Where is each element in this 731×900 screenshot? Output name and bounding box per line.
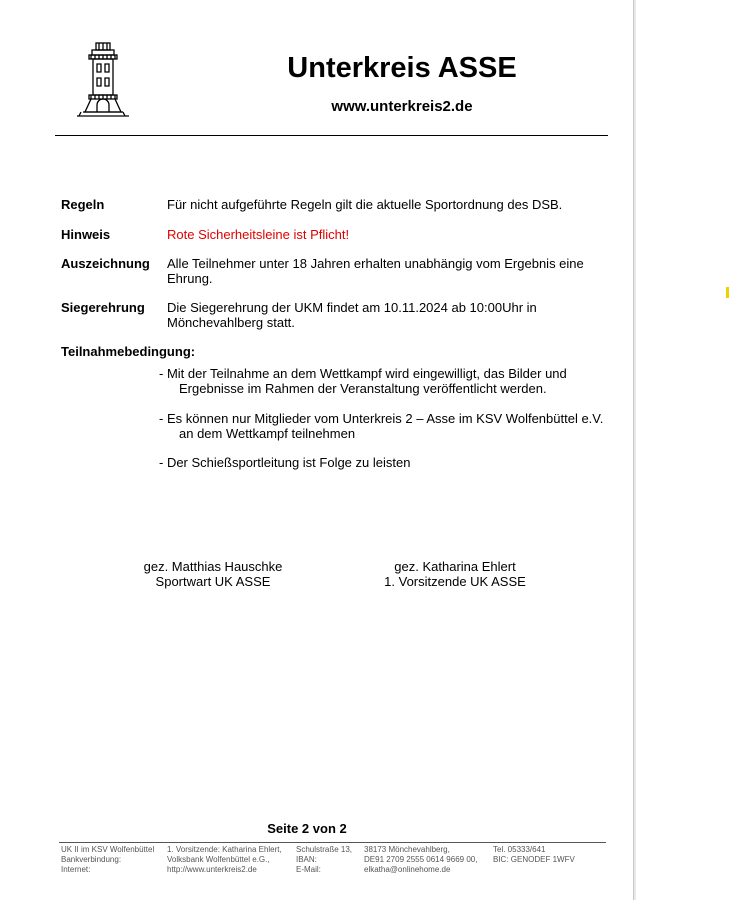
row-label: Regeln	[61, 197, 105, 212]
row-label: Hinweis	[61, 227, 111, 242]
footer-text: DE91 2709 2555 0614 9669 00,	[364, 855, 478, 864]
footer-text: 38173 Mönchevahlberg,	[364, 845, 450, 854]
row-text-warning: Rote Sicherheitsleine ist Pflicht!	[167, 227, 350, 242]
condition-line: - Es können nur Mitglieder vom Unterkreis 2 – Asse im KSV Wolfenbüttel e.V.	[159, 411, 604, 426]
footer-text: IBAN:	[296, 855, 317, 864]
condition-line: - Der Schießsportleitung ist Folge zu leisten	[159, 455, 411, 470]
document-margin-area	[636, 0, 731, 900]
signature-role: 1. Vorsitzende UK ASSE	[384, 574, 526, 589]
footer-text: UK II im KSV Wolfenbüttel	[61, 845, 155, 854]
condition-continuation: an dem Wettkampf teilnehmen	[179, 426, 356, 441]
signature-vorsitzende	[345, 559, 565, 589]
footer-email-link[interactable]: elkatha@onlinehome.de	[364, 865, 451, 874]
footer-text: Schulstraße 13,	[296, 845, 353, 854]
signature-sportwart	[103, 559, 323, 589]
footer-text: Tel. 05333/641	[493, 845, 546, 854]
condition-line: - Mit der Teilnahme an dem Wettkampf wird eingewilligt, das Bilder und	[159, 366, 567, 381]
footer-column-organisation	[61, 845, 154, 875]
row-label: Siegerehrung	[61, 300, 145, 315]
row-label: Auszeichnung	[61, 256, 150, 271]
condition-item	[159, 411, 619, 441]
signature-name: gez. Matthias Hauschke	[143, 559, 283, 574]
footer-column-contact	[167, 845, 282, 875]
footer-column-phone-bic	[493, 845, 575, 865]
footer-text: E-Mail:	[296, 865, 321, 874]
text-cursor-marker	[726, 287, 729, 298]
row-text: Alle Teilnehmer unter 18 Jahren erhalten unabhängig vom Ergebnis eine Ehrung.	[167, 256, 584, 286]
footer-divider	[59, 842, 606, 843]
condition-item	[159, 455, 619, 470]
conditions-heading: Teilnahmebedingung:	[61, 344, 196, 359]
page-title: Unterkreis ASSE	[287, 52, 517, 84]
website-url: www.unterkreis2.de	[331, 98, 473, 115]
condition-continuation: Ergebnisse im Rahmen der Veranstaltung veröffentlicht werden.	[179, 381, 547, 396]
footer-text: Bankverbindung:	[61, 855, 122, 864]
signature-name: gez. Katharina Ehlert	[394, 559, 516, 574]
footer-column-address-labels	[296, 845, 352, 875]
footer-text: 1. Vorsitzende: Katharina Ehlert,	[167, 845, 282, 854]
footer-text: BIC: GENODEF 1WFV	[493, 855, 575, 864]
page-number: Seite 2 von 2	[267, 821, 347, 836]
tower-logo-icon	[75, 40, 131, 120]
condition-item	[159, 366, 619, 396]
footer-text: Volksbank Wolfenbüttel e.G.,	[167, 855, 270, 864]
header-divider	[55, 135, 608, 136]
row-text: Die Siegerehrung der UKM findet am 10.11.2024 ab 10:00Uhr in Mönchevahlberg statt.	[167, 300, 537, 330]
footer-text: Internet:	[61, 865, 91, 874]
signature-role: Sportwart UK ASSE	[155, 574, 271, 589]
footer-column-address-values	[364, 845, 477, 875]
row-text: Für nicht aufgeführte Regeln gilt die aktuelle Sportordnung des DSB.	[167, 197, 563, 212]
footer-link[interactable]: http://www.unterkreis2.de	[167, 865, 257, 874]
